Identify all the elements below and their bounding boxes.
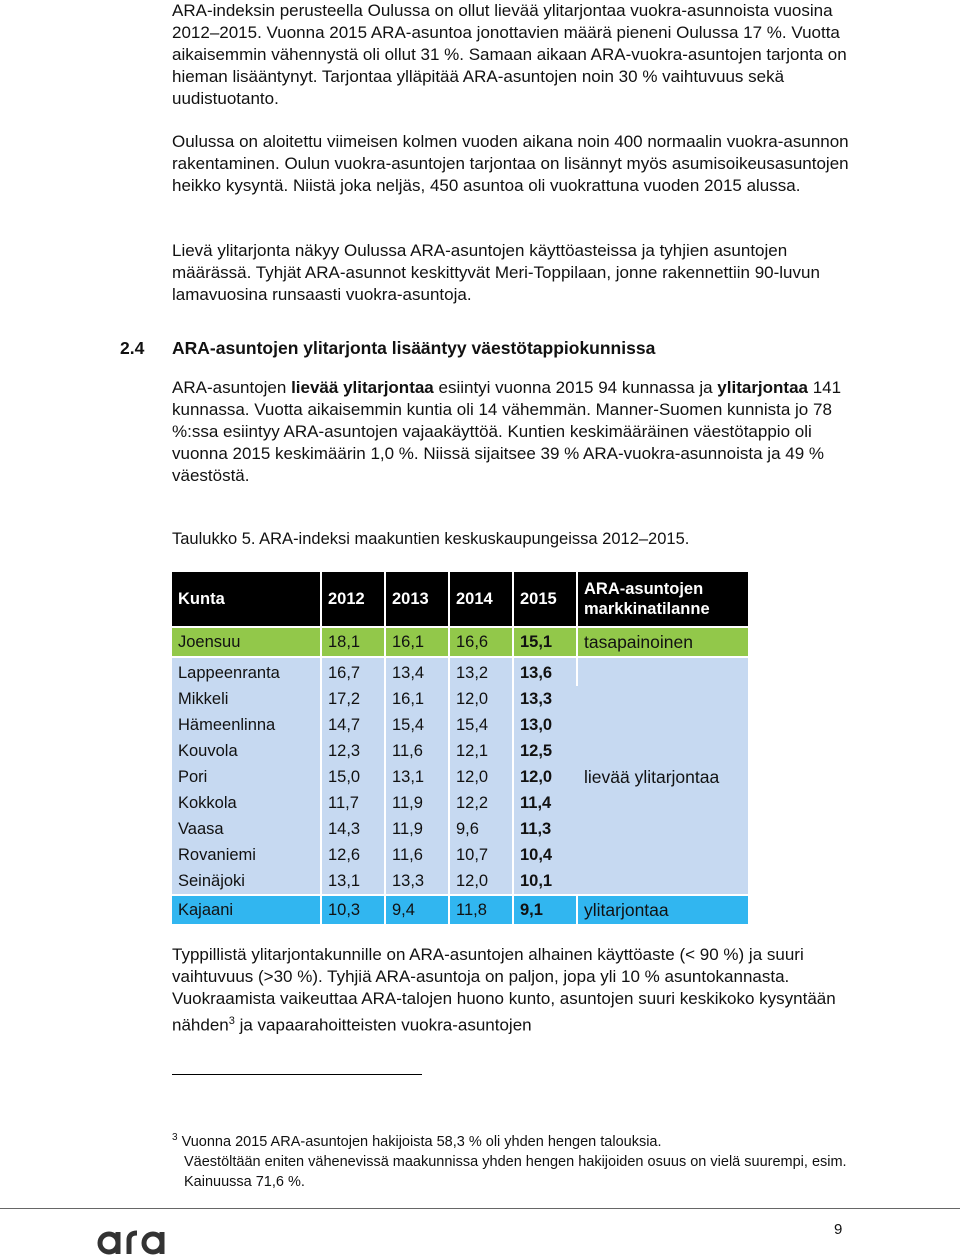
cell-2013: 11,9 bbox=[385, 790, 449, 816]
cell-2012: 11,7 bbox=[321, 790, 385, 816]
cell-kunta: Hämeenlinna bbox=[172, 712, 321, 738]
cell-2012: 18,1 bbox=[321, 627, 385, 657]
cell-2014: 16,6 bbox=[449, 627, 513, 657]
header-2013: 2013 bbox=[385, 572, 449, 627]
paragraph-typical-oversupply: Typpillistä ylitarjontakunnille on ARA-asuntojen alhainen käyttöaste (< 90 %) ja suuri vaihtuvuus (>30 %). Tyhjiä ARA-asuntoja on paljon, jopa yli 10 % asuntokannasta. Vuokraamista vaikeuttaa ARA-talojen huono kunto, asuntojen suuri keskikoko kysyntään nähden$^3$ ja vapaarahoitteisten vuokra-asuntojen bbox=[172, 945, 836, 1035]
cell-kunta: Seinäjoki bbox=[172, 868, 321, 895]
emphasis-mild-oversupply: lievää ylitarjontaa bbox=[291, 378, 434, 397]
cell-2014: 12,0 bbox=[449, 764, 513, 790]
cell-2012: 12,6 bbox=[321, 842, 385, 868]
cell-status-over: ylitarjontaa bbox=[577, 895, 748, 924]
cell-kunta: Vaasa bbox=[172, 816, 321, 842]
cell-2013: 11,9 bbox=[385, 816, 449, 842]
cell-kunta: Joensuu bbox=[172, 627, 321, 657]
cell-2013: 16,1 bbox=[385, 686, 449, 712]
cell-2013: 13,3 bbox=[385, 868, 449, 895]
cell-kunta: Kajaani bbox=[172, 895, 321, 924]
cell-kunta: Kokkola bbox=[172, 790, 321, 816]
cell-2014: 12,0 bbox=[449, 868, 513, 895]
cell-2014: 13,2 bbox=[449, 657, 513, 686]
paragraph-oversupply: ARA-asuntojen lievää ylitarjontaa esiintyi vuonna 2015 94 kunnassa ja ylitarjontaa 141 kunnassa. Vuotta aikaisemmin kuntia oli 14 vähemmän. Manner-Suomen kunnista jo 78 %:ssa esiintyy ARA-asuntojen vajaakäyttöä. Kuntien keskimääräinen väestötappio oli vuonna 2015 keskimäärin 1,0 %. Niissä sijaitsee 39 % ARA-vuokra-asunnoista ja 49 % väestöstä. bbox=[172, 378, 842, 485]
paragraph-oulu-vacancy: Lievä ylitarjonta näkyy Oulussa ARA-asuntojen käyttöasteissa ja tyhjien asuntojen määrässä. Tyhjät ARA-asunnot keskittyvät Meri-Toppilaan, jonne rakennettiin 90-luvun lamavuosina runsaasti vuokra-asuntoja. bbox=[172, 241, 820, 304]
cell-2013: 13,4 bbox=[385, 657, 449, 686]
footer-divider bbox=[0, 1208, 960, 1209]
cell-2015: 15,1 bbox=[513, 627, 577, 657]
header-2012: 2012 bbox=[321, 572, 385, 627]
cell-2014: 12,1 bbox=[449, 738, 513, 764]
footnote-number: 3 bbox=[172, 1132, 178, 1143]
cell-2015: 11,4 bbox=[513, 790, 577, 816]
table-row bbox=[172, 895, 748, 924]
ara-logo bbox=[96, 1212, 176, 1260]
section-heading bbox=[120, 338, 655, 359]
table-caption: Taulukko 5. ARA-indeksi maakuntien keskuskaupungeissa 2012–2015. bbox=[172, 530, 690, 548]
footnote-ref: 3 bbox=[228, 1015, 235, 1027]
cell-kunta: Pori bbox=[172, 764, 321, 790]
cell-2012: 16,7 bbox=[321, 657, 385, 686]
footnote-divider bbox=[172, 1074, 422, 1075]
cell-2013: 9,4 bbox=[385, 895, 449, 924]
cell-status-balanced: tasapainoinen bbox=[577, 627, 748, 657]
cell-2014: 10,7 bbox=[449, 842, 513, 868]
cell-2015: 13,3 bbox=[513, 686, 577, 712]
page-number: 9 bbox=[834, 1221, 843, 1238]
table-row bbox=[172, 627, 748, 657]
ara-index-table bbox=[172, 572, 748, 924]
cell-2013: 13,1 bbox=[385, 764, 449, 790]
cell-2012: 10,3 bbox=[321, 895, 385, 924]
cell-2013: 11,6 bbox=[385, 842, 449, 868]
section-number: 2.4 bbox=[120, 338, 145, 358]
header-kunta: Kunta bbox=[172, 572, 321, 627]
cell-kunta: Kouvola bbox=[172, 738, 321, 764]
cell-2012: 13,1 bbox=[321, 868, 385, 895]
cell-2015: 13,6 bbox=[513, 657, 577, 686]
cell-2012: 14,7 bbox=[321, 712, 385, 738]
table-row bbox=[172, 657, 748, 686]
cell-2012: 15,0 bbox=[321, 764, 385, 790]
cell-2015: 13,0 bbox=[513, 712, 577, 738]
cell-2015: 12,5 bbox=[513, 738, 577, 764]
cell-2015: 11,3 bbox=[513, 816, 577, 842]
header-2015: 2015 bbox=[513, 572, 577, 627]
cell-2015: 9,1 bbox=[513, 895, 577, 924]
cell-2014: 12,2 bbox=[449, 790, 513, 816]
cell-2012: 17,2 bbox=[321, 686, 385, 712]
cell-status-mild: lievää ylitarjontaa bbox=[577, 657, 748, 895]
cell-2013: 11,6 bbox=[385, 738, 449, 764]
table-header-row bbox=[172, 572, 748, 627]
cell-2014: 11,8 bbox=[449, 895, 513, 924]
header-market-status: ARA-asuntojen markkinatilanne bbox=[577, 572, 748, 627]
emphasis-oversupply: ylitarjontaa bbox=[717, 378, 808, 397]
cell-kunta: Lappeenranta bbox=[172, 657, 321, 686]
paragraph-oulu-intro: ARA-indeksin perusteella Oulussa on ollut lievää ylitarjontaa vuokra-asunnoista vuosina 2012–2015. Vuonna 2015 ARA-asuntoa jonottavien määrä pieneni Oulussa 17 %. Vuotta aikaisemmin vähennystä oli ollut 31 %. Samaan aikaan ARA-vuokra-asuntojen tarjonta on hieman lisääntynyt. Tarjontaa ylläpitää ARA-asuntojen noin 30 % vaihtuvuus sekä uudistuotanto. bbox=[172, 1, 847, 108]
cell-2015: 10,4 bbox=[513, 842, 577, 868]
paragraph-oulu-construction: Oulussa on aloitettu viimeisen kolmen vuoden aikana noin 400 normaalin vuokra-asunnon rakentaminen. Oulun vuokra-asuntojen tarjontaa on lisännyt myös asumisoikeusasuntojen heikko kysyntä. Niistä joka neljäs, 450 asuntoa oli vuokrattuna vuoden 2015 alussa. bbox=[172, 132, 849, 195]
cell-2012: 14,3 bbox=[321, 816, 385, 842]
footnote: $^3$ Vuonna 2015 ARA-asuntojen hakijoista 58,3 % oli yhden hengen talouksia. Väestöltään eniten vähenevissä maakunnissa yhden hengen hakijoiden osuus on vielä suurempi, esim. Kainuussa 71,6 %. bbox=[172, 1132, 847, 1190]
header-2014: 2014 bbox=[449, 572, 513, 627]
cell-2014: 15,4 bbox=[449, 712, 513, 738]
cell-kunta: Rovaniemi bbox=[172, 842, 321, 868]
section-title: ARA-asuntojen ylitarjonta lisääntyy väestötappiokunnissa bbox=[172, 338, 656, 358]
cell-kunta: Mikkeli bbox=[172, 686, 321, 712]
cell-2014: 9,6 bbox=[449, 816, 513, 842]
cell-2013: 16,1 bbox=[385, 627, 449, 657]
cell-2015: 10,1 bbox=[513, 868, 577, 895]
cell-2015: 12,0 bbox=[513, 764, 577, 790]
cell-2014: 12,0 bbox=[449, 686, 513, 712]
cell-2013: 15,4 bbox=[385, 712, 449, 738]
cell-2012: 12,3 bbox=[321, 738, 385, 764]
